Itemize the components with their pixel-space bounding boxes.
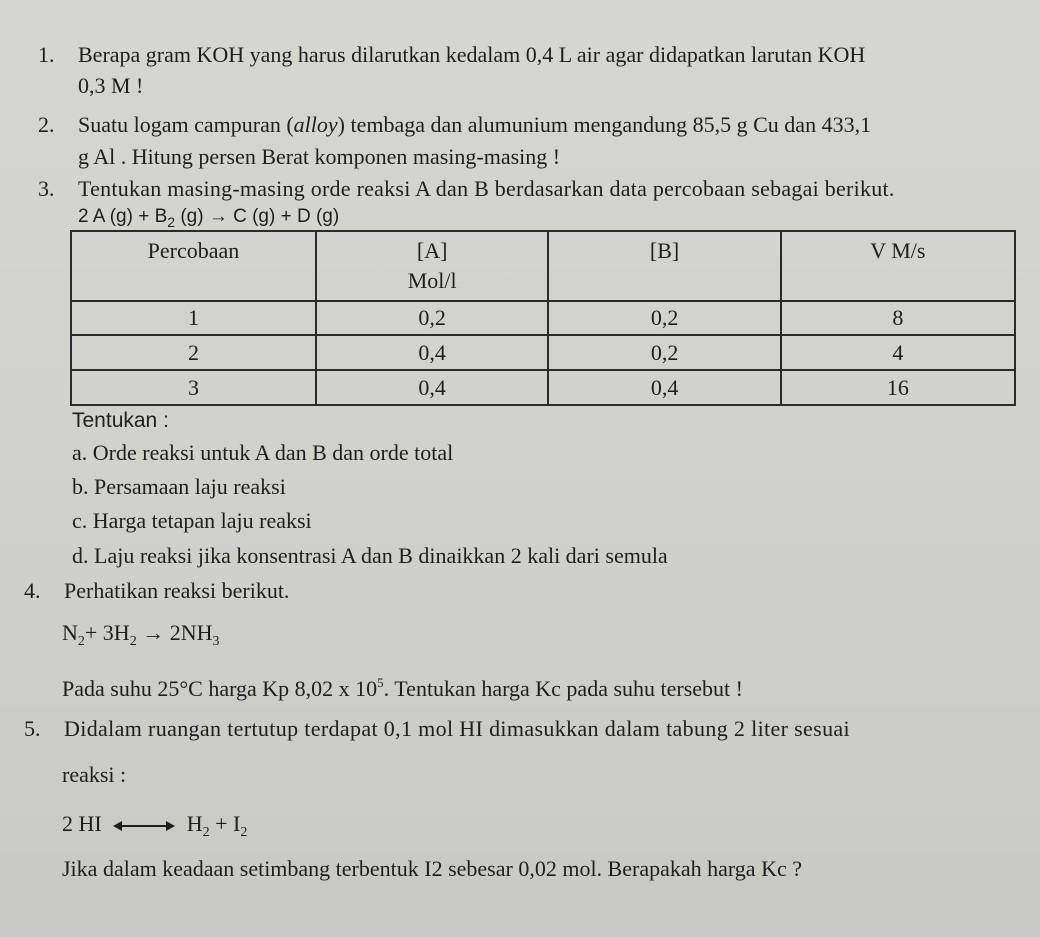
question-4-details	[62, 670, 743, 702]
question-number: 4.	[24, 578, 41, 603]
question-2-continued: g Al . Hitung persen Berat komponen masing-masing !	[78, 144, 561, 169]
question-text: ) tembaga dan alumunium mengandung 85,5 g Cu dan 433,1	[337, 112, 872, 137]
question-3	[38, 176, 895, 202]
equation-part: + I	[209, 811, 241, 836]
kp-exponent: 5	[377, 675, 384, 690]
equation-subscript: 2	[129, 634, 137, 649]
question-number: 1.	[38, 42, 55, 67]
table-cell: 0,4	[316, 370, 549, 405]
equation-part: N	[62, 620, 78, 645]
question-1	[38, 42, 865, 68]
table-cell: 3	[71, 370, 316, 405]
sub-question-d: d. Laju reaksi jika konsentrasi A dan B dinaikkan 2 kali dari semula	[72, 543, 668, 568]
question-5	[24, 716, 850, 742]
question-text: Berapa gram KOH yang harus dilarutkan kedalam 0,4 L air agar didapatkan larutan KOH	[78, 42, 866, 67]
question-5-final: Jika dalam keadaan setimbang terbentuk I2 sebesar 0,02 mol. Berapakah harga Kc ?	[62, 856, 802, 881]
reaction-equation	[62, 620, 219, 655]
question-text: Tentukan masing-masing orde reaksi A dan B berdasarkan data percobaan sebagai berikut.	[78, 176, 895, 201]
table-cell: 0,4	[316, 335, 549, 370]
sub-question-c: c. Harga tetapan laju reaksi	[72, 508, 312, 533]
question-text: Perhatikan reaksi berikut.	[64, 578, 290, 603]
table-row	[71, 370, 1015, 405]
equation-part: 2 HI	[62, 811, 102, 836]
table-cell: 4	[781, 335, 1015, 370]
table-cell: 2	[71, 335, 316, 370]
equilibrium-arrow-icon	[113, 819, 175, 833]
table-row	[71, 335, 1015, 370]
table-row	[71, 301, 1015, 336]
table-cell: 16	[781, 370, 1015, 405]
question-4	[24, 578, 289, 604]
question-text: . Tentukan harga Kc pada suhu tersebut !	[383, 676, 743, 701]
experiment-table	[70, 230, 1016, 406]
table-cell: 0,2	[548, 335, 780, 370]
equation-part: (g) → C (g) + D (g)	[175, 206, 340, 227]
question-number: 5.	[24, 716, 41, 741]
table-cell: 1	[71, 301, 316, 336]
header-cell: [B]	[548, 231, 780, 301]
tentukan-label: Tentukan :	[72, 409, 169, 432]
equation-subscript: 2	[77, 634, 85, 649]
header-cell: Percobaan	[71, 231, 316, 301]
equation-part: 2NH	[169, 620, 213, 645]
table-header-row	[71, 231, 1015, 301]
table-cell: 0,4	[548, 370, 780, 405]
italic-term: alloy	[293, 112, 338, 137]
header-cell: V M/s	[781, 231, 1015, 301]
arrow-icon: →	[136, 620, 170, 645]
table-cell: 8	[781, 301, 1015, 336]
table-cell: 0,2	[548, 301, 780, 336]
question-text: harga Kp	[202, 676, 295, 701]
reaction-equation	[62, 811, 247, 846]
header-label: [A]	[416, 238, 448, 263]
equation-subscript: 2	[240, 825, 248, 840]
question-2	[38, 112, 871, 138]
question-number: 3.	[38, 176, 55, 201]
equation-part: + 3H	[84, 620, 130, 645]
equation-subscript: 3	[212, 634, 220, 649]
equation-part: H	[186, 811, 203, 836]
question-text: Didalam ruangan tertutup terdapat 0,1 mol HI dimasukkan dalam tabung 2 liter sesuai	[64, 716, 851, 741]
question-text: Pada suhu	[62, 676, 158, 701]
header-cell	[316, 231, 549, 301]
sub-question-b: b. Persamaan laju reaksi	[72, 474, 286, 499]
question-text: Suatu logam campuran (	[78, 112, 294, 137]
equation-subscript: 2	[167, 214, 176, 230]
question-1-continued: 0,3 M !	[78, 73, 144, 98]
table-cell: 0,2	[316, 301, 549, 336]
equation-subscript: 2	[202, 825, 210, 840]
header-unit: Mol/l	[407, 268, 457, 293]
sub-question-a: a. Orde reaksi untuk A dan B dan orde total	[72, 440, 454, 465]
question-5-continued: reaksi :	[62, 762, 127, 787]
equation-part: 2 A (g) + B	[78, 206, 168, 227]
temperature-value: 25°C	[157, 676, 203, 701]
question-number: 2.	[38, 112, 55, 137]
kp-value: 8,02 x 10	[294, 676, 378, 701]
